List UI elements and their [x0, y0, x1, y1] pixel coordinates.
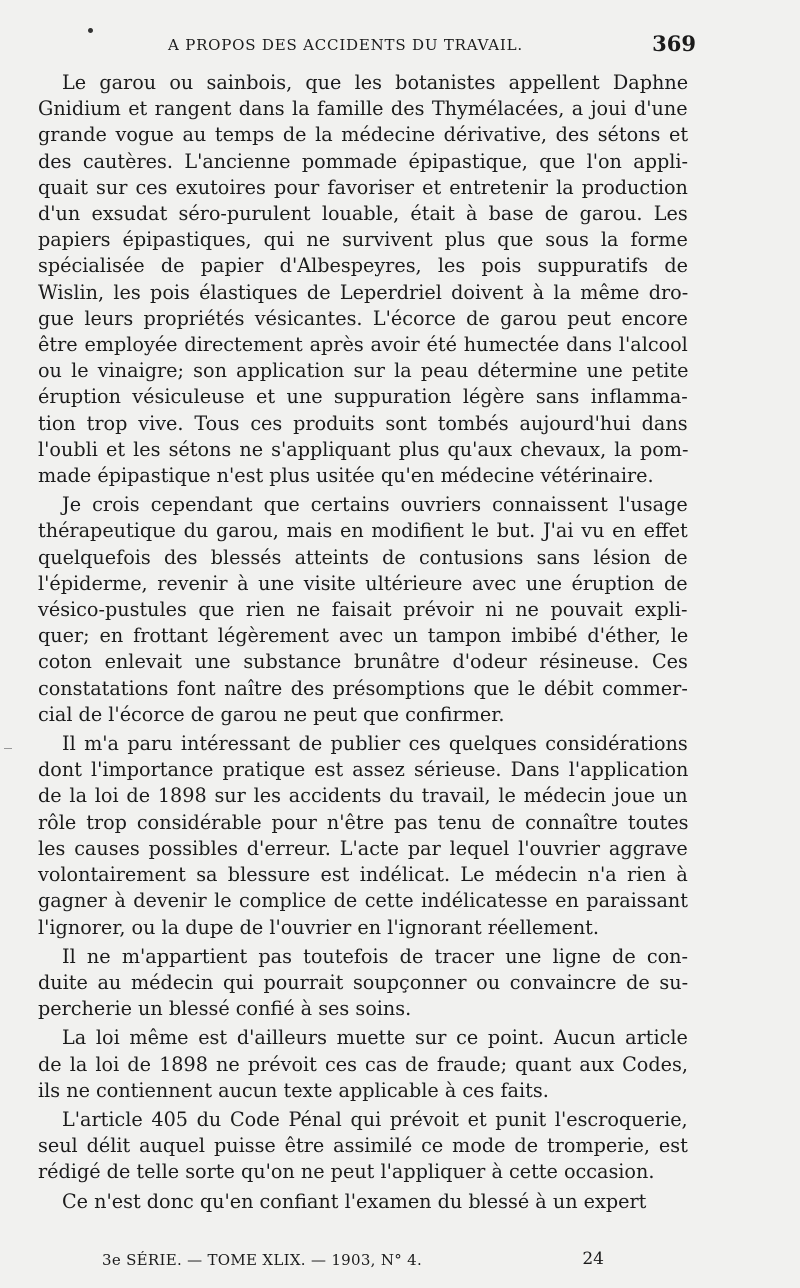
running-title: A PROPOS DES ACCIDENTS DU TRAVAIL.	[168, 36, 523, 54]
paragraph	[38, 492, 688, 728]
page-footer	[102, 1249, 688, 1273]
page-header	[38, 28, 696, 62]
text-line: grande vogue au temps de la médecine dérivative, des sétons et	[38, 123, 689, 147]
text-line: éruption vésiculeuse et une suppuration légère sans inflamma-	[38, 385, 688, 409]
text-line: cial de l'écorce de garou ne peut que confirmer.	[38, 702, 505, 726]
text-line: percherie un blessé confié à ses soins.	[38, 997, 412, 1021]
text-line: d'un exsudat séro-purulent louable, était à base de garou. Les	[38, 202, 688, 226]
paragraph	[38, 731, 688, 941]
journal-series-line: 3e SÉRIE. — TOME XLIX. — 1903, N° 4.	[102, 1251, 423, 1269]
text-line: rédigé de telle sorte qu'on ne peut l'appliquer à cette occasion.	[38, 1160, 655, 1184]
text-line: thérapeutique du garou, mais en modifient le but. J'ai vu en effet	[38, 519, 688, 543]
text-line: de la loi de 1898 ne prévoit ces cas de fraude; quant aux Codes,	[38, 1052, 688, 1076]
text-line: de la loi de 1898 sur les accidents du travail, le médecin joue un	[38, 784, 688, 808]
text-line: ou le vinaigre; son application sur la peau détermine une petite	[38, 359, 689, 383]
text-line: Il m'a paru intéressant de publier ces quelques considérations	[62, 732, 688, 756]
text-line: quait sur ces exutoires pour favoriser et entretenir la production	[38, 175, 688, 199]
text-line: Le garou ou sainbois, que les botanistes appellent Daphne	[62, 71, 689, 94]
body-text	[38, 70, 688, 1215]
text-line: made épipastique n'est plus usitée qu'en médecine vétérinaire.	[38, 464, 654, 488]
text-line: constatations font naître des présomptions que le débit commer-	[38, 676, 688, 700]
text-line: être employée directement après avoir été humectée dans l'alcool	[38, 333, 688, 357]
text-line: spécialisée de papier d'Albespeyres, les pois suppuratifs de	[38, 254, 688, 278]
text-line: quelquefois des blessés atteints de contusions sans lésion de	[38, 545, 688, 569]
text-line: L'article 405 du Code Pénal qui prévoit et punit l'escroquerie,	[62, 1107, 688, 1131]
signature-mark: 24	[582, 1249, 604, 1269]
paragraph	[38, 1107, 688, 1186]
text-line: seul délit auquel puisse être assimilé ce mode de tromperie, est	[38, 1134, 688, 1158]
page-number: 369	[652, 31, 696, 56]
text-line: ils ne contiennent aucun texte applicable à ces faits.	[38, 1078, 549, 1102]
text-line: des cautères. L'ancienne pommade épipastique, que l'on appli-	[38, 149, 689, 173]
text-line: rôle trop considérable pour n'être pas tenu de connaître toutes	[38, 810, 689, 834]
text-line: Wislin, les pois élastiques de Leperdriel doivent à la même dro-	[38, 280, 689, 304]
text-line: vésico-pustules que rien ne faisait prévoir ni ne pouvait expli-	[38, 598, 688, 622]
text-line: tion trop vive. Tous ces produits sont tombés aujourd'hui dans	[38, 411, 688, 435]
text-line: Ce n'est donc qu'en confiant l'examen du blessé à un expert	[62, 1189, 647, 1213]
text-line: papiers épipastiques, qui ne survivent plus que sous la forme	[38, 228, 688, 252]
text-line: l'oubli et les sétons ne s'appliquant plus qu'aux chevaux, la pom-	[38, 437, 689, 461]
text-line: coton enlevait une substance brunâtre d'odeur résineuse. Ces	[38, 650, 688, 674]
text-line: l'ignorer, ou la dupe de l'ouvrier en l'ignorant réellement.	[38, 915, 599, 939]
text-line: quer; en frottant légèrement avec un tampon imbibé d'éther, le	[38, 624, 689, 648]
text-line: gagner à devenir le complice de cette indélicatesse en paraissant	[38, 889, 688, 913]
text-line: Il ne m'appartient pas toutefois de tracer une ligne de con-	[62, 944, 689, 968]
text-line: duite au médecin qui pourrait soupçonner ou convaincre de su-	[38, 970, 689, 994]
text-line: les causes possibles d'erreur. L'acte par lequel l'ouvrier aggrave	[38, 836, 688, 860]
book-page	[38, 28, 696, 1273]
paragraph	[38, 70, 688, 489]
paragraph	[38, 1189, 688, 1215]
text-line: La loi même est d'ailleurs muette sur ce point. Aucun article	[62, 1026, 688, 1050]
text-line: Je crois cependant que certains ouvriers connaissent l'usage	[62, 493, 688, 517]
text-line: volontairement sa blessure est indélicat. Le médecin n'a rien à	[38, 863, 688, 887]
text-line: l'épiderme, revenir à une visite ultérieure avec une éruption de	[38, 571, 688, 595]
paragraph	[38, 1025, 688, 1104]
text-line: dont l'importance pratique est assez sérieuse. Dans l'application	[38, 758, 689, 782]
margin-mark	[4, 748, 12, 749]
text-line: Gnidium et rangent dans la famille des Thymélacées, a joui d'une	[38, 97, 688, 121]
text-line: gue leurs propriétés vésicantes. L'écorce de garou peut encore	[38, 306, 688, 330]
paragraph	[38, 944, 688, 1023]
